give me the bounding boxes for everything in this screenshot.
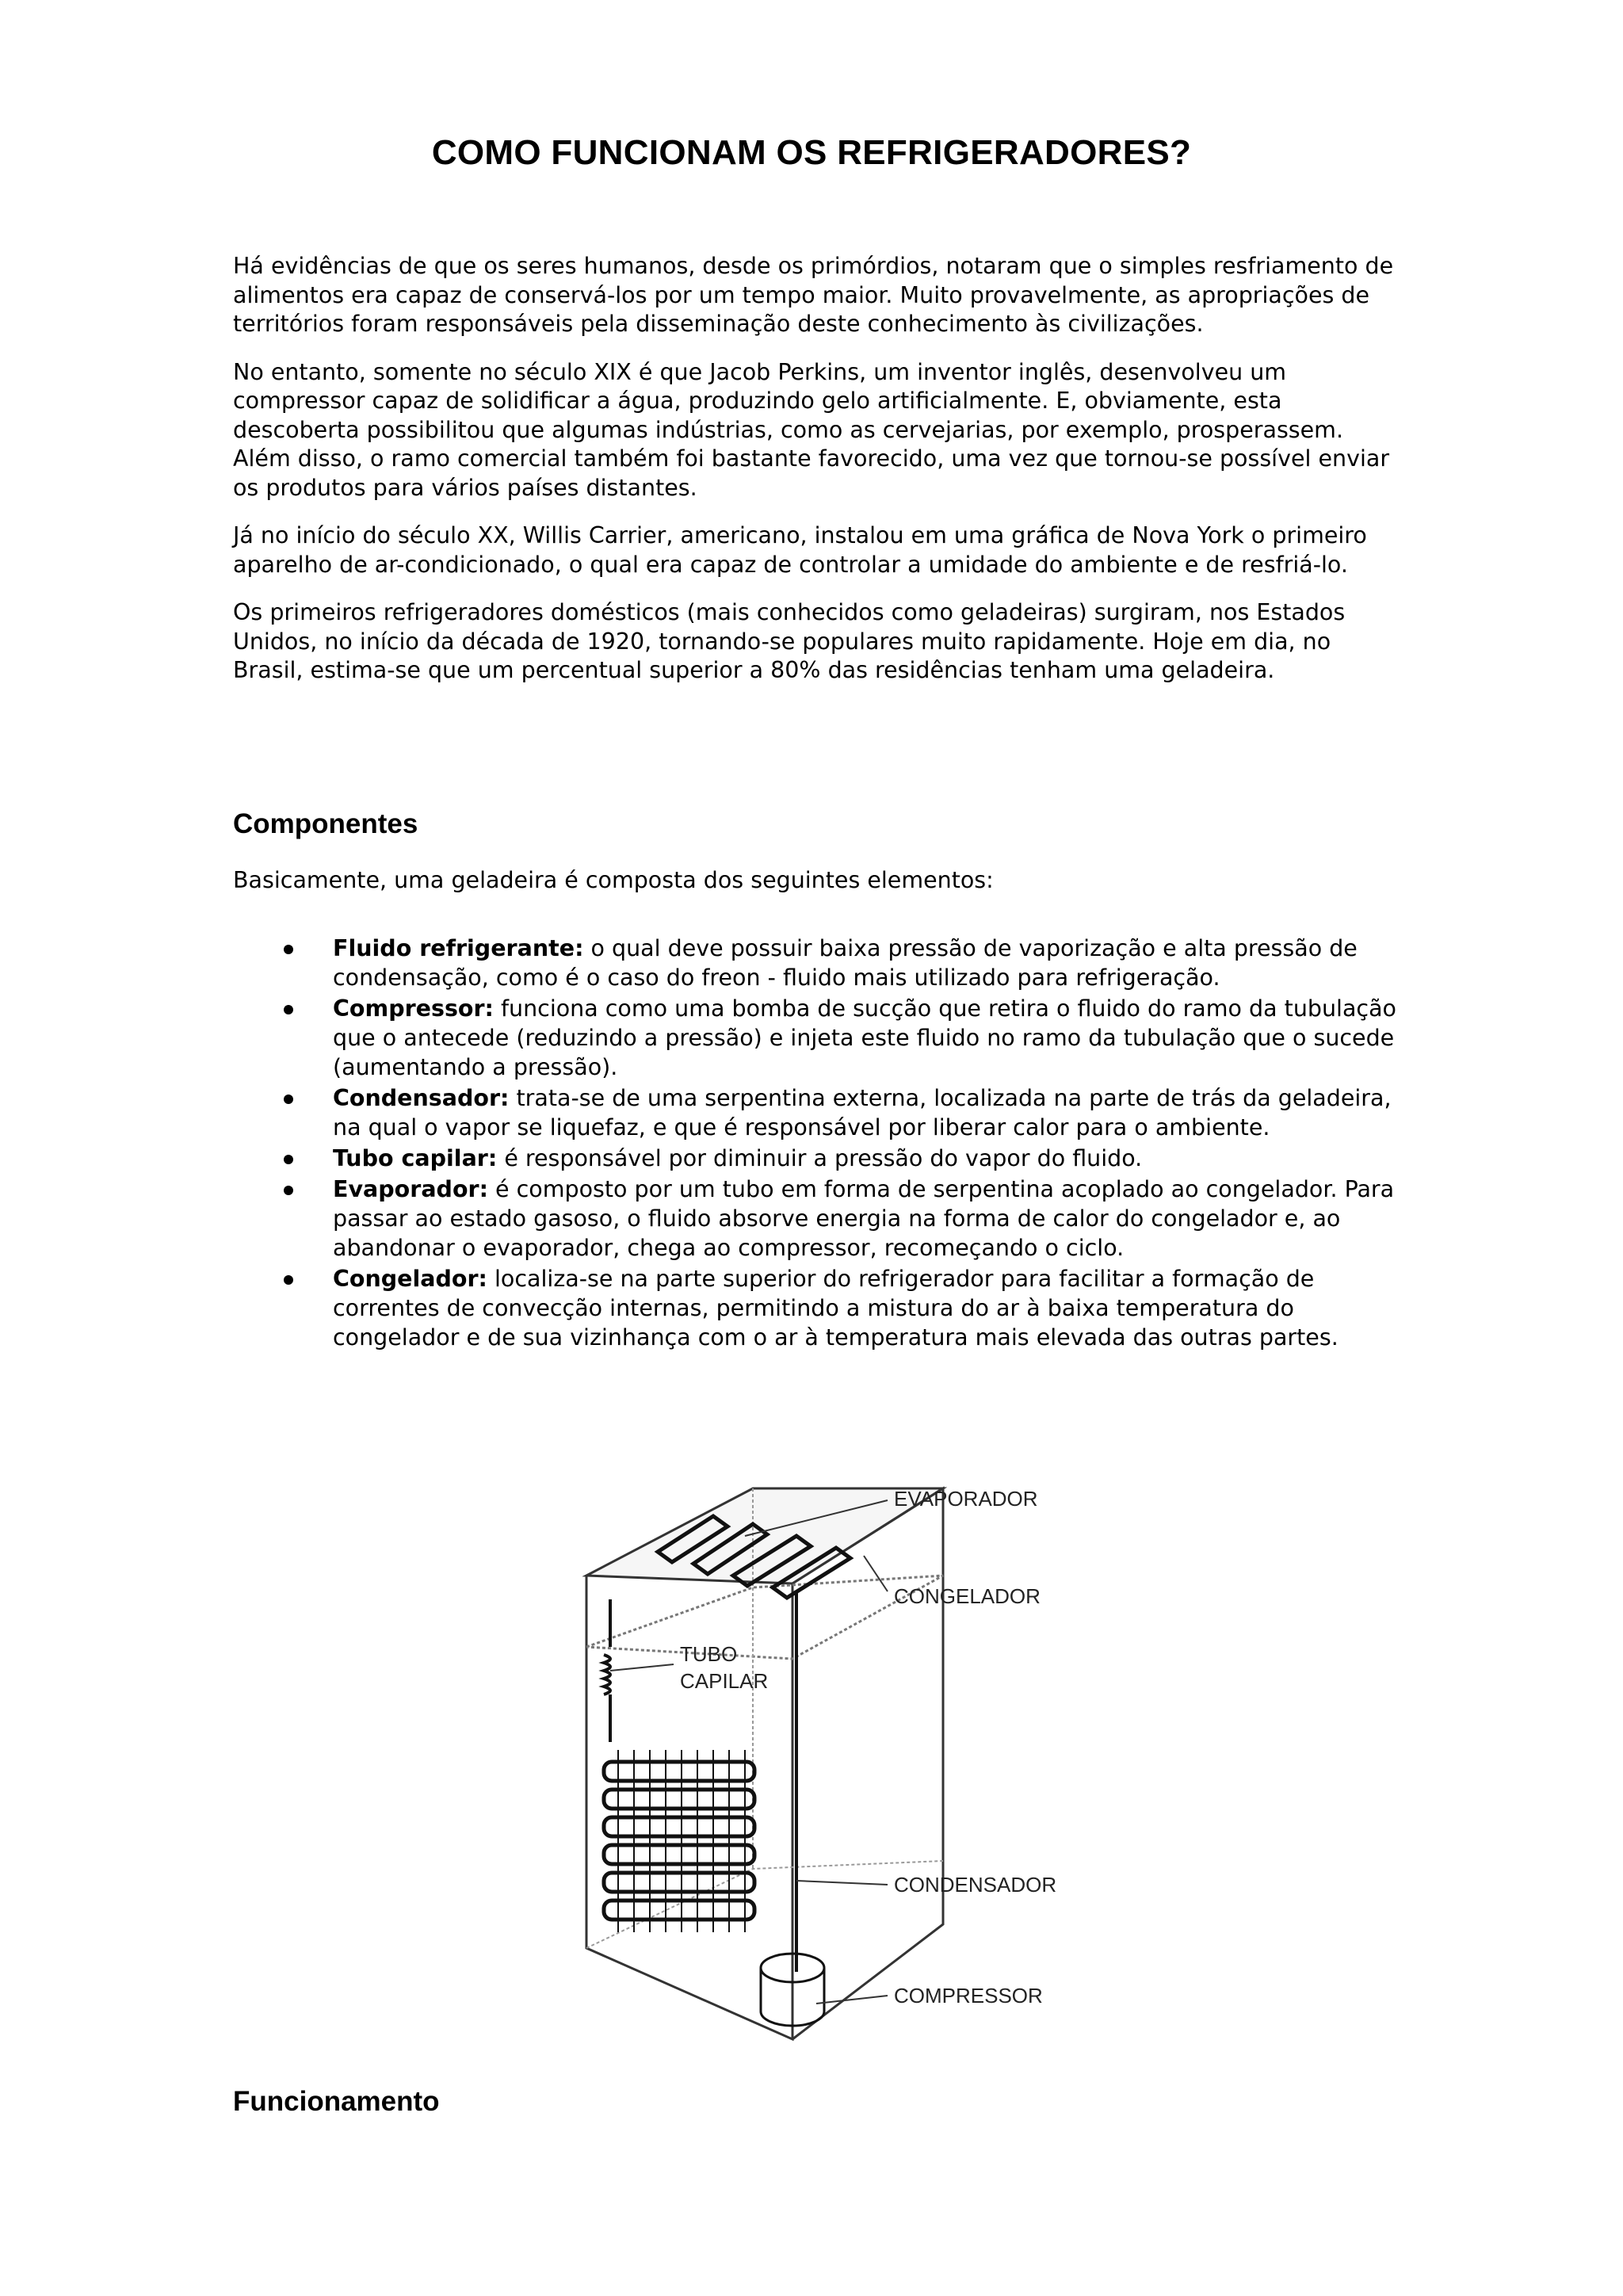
components-lead: Basicamente, uma geladeira é composta dos seguintes elementos: <box>233 867 994 893</box>
bullet-icon <box>284 1095 293 1104</box>
intro-paragraph-3: Já no início do século XX, Willis Carrier, americano, instalou em uma gráfica de Nova York o primeiro aparelho de ar-condicionado, o qual era capaz de controlar a umidade do ambiente e de resfriá-lo. <box>233 522 1367 578</box>
component-text: é responsável por diminuir a pressão do vapor do fluido. <box>497 1145 1143 1171</box>
refrigerator-diagram <box>555 1457 1062 2059</box>
label-evaporador: EVAPORADOR <box>894 1487 1038 1511</box>
component-text: funciona como uma bomba de sucção que retira o fluido do ramo da tubulação que o antecede (reduzindo a pressão) e injeta este fluido no ramo da tubulação que o sucede (aumentando a pressão). <box>333 995 1396 1080</box>
component-term: Fluido refrigerante: <box>333 935 584 961</box>
intro-paragraph-1: Há evidências de que os seres humanos, desde os primórdios, notaram que o simples resfriamento de alimentos era capaz de conservá-los por um tempo maior. Muito provavelmente, as apropriações de territórios foram responsáveis pela disseminação deste conhecimento às civilizações. <box>233 253 1394 337</box>
list-item <box>269 994 1403 1082</box>
component-term: Congelador: <box>333 1266 487 1292</box>
label-congelador: CONGELADOR <box>894 1584 1041 1608</box>
list-item <box>269 1144 1403 1173</box>
components-heading: Componentes <box>233 808 418 839</box>
list-item <box>269 1175 1403 1263</box>
bullet-icon <box>284 1275 293 1285</box>
intro-section <box>233 252 1406 705</box>
funcionamento-heading: Funcionamento <box>233 2086 440 2117</box>
list-item <box>269 1083 1403 1142</box>
components-list <box>269 934 1403 1354</box>
label-tubo: TUBO <box>680 1642 738 1666</box>
list-item <box>269 1264 1403 1352</box>
freezer-compartment <box>586 1576 943 1659</box>
intro-paragraph-4: Os primeiros refrigeradores domésticos (mais conhecidos como geladeiras) surgiram, nos Estados Unidos, no início da década de 1920, tornando-se populares muito rapidamente. Hoje em dia, no Brasil, estima-se que um percentual superior a 80% das residências tenham uma geladeira. <box>233 599 1346 683</box>
bullet-icon <box>284 1186 293 1195</box>
component-term: Compressor: <box>333 995 494 1022</box>
label-capilar: CAPILAR <box>680 1669 769 1693</box>
component-term: Condensador: <box>333 1085 510 1111</box>
capillary-tube <box>604 1599 610 1742</box>
label-compressor: COMPRESSOR <box>894 1984 1043 2008</box>
page-title: COMO FUNCIONAM OS REFRIGERADORES? <box>431 133 1192 172</box>
component-term: Evaporador: <box>333 1176 488 1202</box>
list-item <box>269 934 1403 992</box>
condenser-coil <box>604 1762 754 1920</box>
component-text: o qual deve possuir baixa pressão de vaporização e alta pressão de condensação, como é o caso do freon - fluido mais utilizado para refrigeração. <box>333 935 1358 991</box>
intro-paragraph-2: No entanto, somente no século XIX é que Jacob Perkins, um inventor inglês, desenvolveu um compressor capaz de solidificar a água, produzindo gelo artificialmente. E, obviamente, esta descoberta possibilitou que algumas indústrias, como as cervejarias, por exemplo, prosperassem. Além disso, o ramo comercial também foi bastante favorecido, uma vez que tornou-se possível enviar os produtos para vários países distantes. <box>233 358 1390 501</box>
label-condensador: CONDENSADOR <box>894 1873 1057 1897</box>
component-text: trata-se de uma serpentina externa, localizada na parte de trás da geladeira, na qual o vapor se liquefaz, e que é responsável por liberar calor para o ambiente. <box>333 1085 1392 1140</box>
component-text: é composto por um tubo em forma de serpentina acoplado ao congelador. Para passar ao estado gasoso, o fluido absorve energia na forma de calor do congelador e, ao abandonar o evaporador, chega ao compressor, recomeçando o ciclo. <box>333 1176 1395 1261</box>
bullet-icon <box>284 945 293 954</box>
bullet-icon <box>284 1155 293 1164</box>
component-term: Tubo capilar: <box>333 1145 498 1171</box>
component-text: localiza-se na parte superior do refrigerador para facilitar a formação de correntes de convecção internas, permitindo a mistura do ar à baixa temperatura do congelador e de sua vizinhança com o ar à temperatura mais elevada das outras partes. <box>333 1266 1338 1350</box>
bullet-icon <box>284 1005 293 1014</box>
